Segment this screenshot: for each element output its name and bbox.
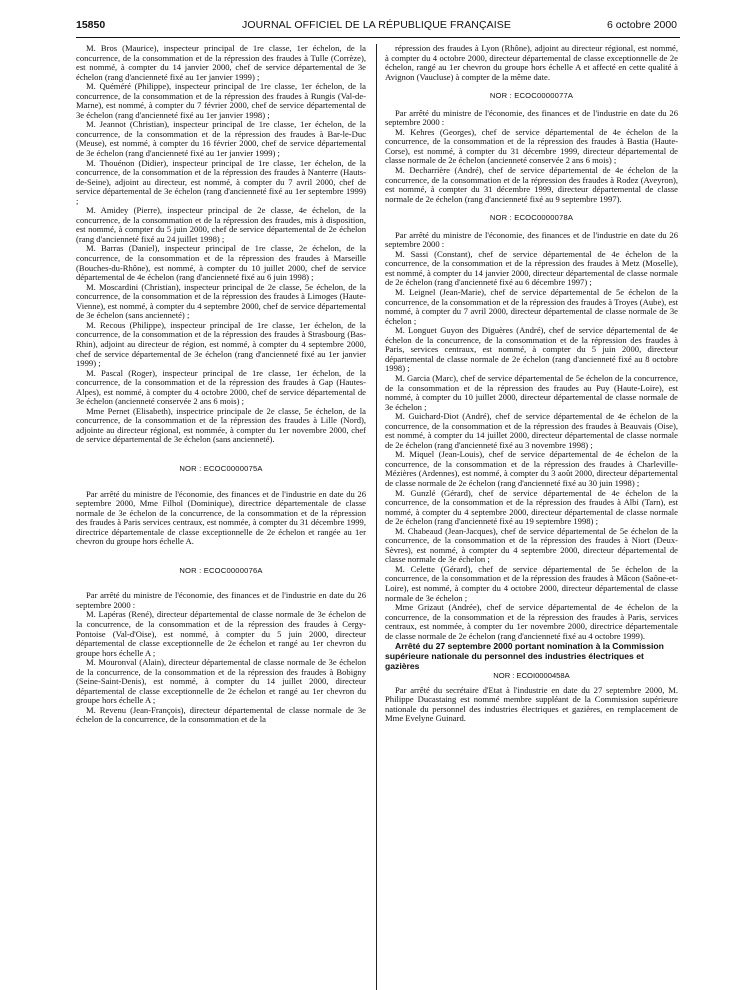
header-rule	[76, 37, 680, 38]
paragraph: Par arrêté du ministre de l'économie, des finances et de l'industrie en date du 26 septembre 2000 :	[76, 590, 366, 610]
paragraph: M. Guichard-Diot (André), chef de service départemental de 4e échelon de la concurrence, de la consommation et de la répression des fraudes à Beauvais (Oise), est nommé, à compter du 14 juillet 2000, directeur départemental de classe normale de 2e échelon (rang d'ancienneté fixé au 3 novembre 1998) ;	[385, 411, 678, 450]
paragraph: M. Mouronval (Alain), directeur départemental de classe normale de 3e échelon de la concurrence, de la consommation et de la répression des fraudes à Bobigny (Seine-Saint-Denis), est nommé, à compter du 14 juillet 2000, directeur départemental de classe exceptionnelle de 2e échelon et rangé au 1er chevron du groupe hors échelle A ;	[76, 657, 366, 706]
paragraph: Par arrêté du secrétaire d'Etat à l'industrie en date du 27 septembre 2000, M. Philippe Ducastaing est nommé membre suppléant de la Commission supérieure nationale du personnel des industries électriques et gazières, en remplacement de Mme Evelyne Guinard.	[385, 684, 678, 724]
paragraph: M. Quéméré (Philippe), inspecteur principal de 1re classe, 1er échelon, de la concurrence, de la consommation et de la répression des fraudes à Rungis (Val-de-Marne), est nommé, à compter du 7 février 2000, chef de service départemental de 3e échelon (rang d'ancienneté fixé au 1er janvier 1998) ;	[76, 81, 366, 120]
paragraph: M. Leignel (Jean-Marie), chef de service départemental de 5e échelon de la concurrence, de la consommation et de la répression des fraudes à Troyes (Aube), est nommé, à compter du 7 avril 2000, directeur départemental de classe normale de 3e échelon ;	[385, 287, 678, 326]
nor-reference: NOR : ECOC0000077A	[489, 91, 574, 101]
paragraph: M. Lapéras (René), directeur départemental de classe normale de 3e échelon de la concurrence, de la consommation et de la répression des fraudes à Cergy-Pontoise (Val-d'Oise), est nommé, à compter du 5 juin 2000, directeur départemental de classe exceptionnelle de 2e échelon et rangé au 1er chevron du groupe hors échelle A ;	[76, 609, 366, 658]
page-header	[76, 19, 677, 35]
paragraph: M. Kehres (Georges), chef de service départemental de 4e échelon de la concurrence, de la consommation et de la répression des fraudes à Bastia (Haute-Corse), est nommé, à compter du 31 décembre 1999, directeur départemental de classe normale de 2e échelon (ancienneté conservée 2 ans 6 mois) ;	[385, 126, 678, 166]
paragraph: M. Miquel (Jean-Louis), chef de service départemental de 4e échelon de la concurrence, de la consommation et de la répression des fraudes à Charleville-Mézières (Ardennes), est nommé, à compter du 3 août 2000, directeur départemental de classe normale de 2e échelon (rang d'ancienneté fixé au 30 juin 1998) ;	[385, 449, 678, 488]
paragraph: M. Amidey (Pierre), inspecteur principal de 2e classe, 4e échelon, de la concurrence, de la consommation et de la répression des fraudes, mis à disposition, est nommé, à compter du 5 juin 2000, chef de service départemental de 2e échelon (rang d'ancienneté fixé au 24 juillet 1998) ;	[76, 205, 366, 244]
paragraph: M. Celette (Gérard), chef de service départemental de 5e échelon de la concurrence, de la consommation et de la répression des fraudes à Mâcon (Saône-et-Loire), est nommé, à compter du 4 octobre 2000, directeur départemental de classe normale de 3e échelon ;	[385, 563, 678, 603]
paragraph: M. Revenu (Jean-François), directeur départemental de classe normale de 3e échelon de la concurrence, de la consommation et de la	[76, 704, 366, 725]
paragraph: M. Longuet Guyon des Diguères (André), chef de service départemental de 4e échelon de la concurrence, de la consommation et de la répression des fraudes à Paris, services centraux, est nommé, à compter du 5 juin 2000, directeur départemental de classe normale de 2e échelon (rang d'ancienneté fixé au 8 octobre 1998) ;	[385, 325, 678, 374]
paragraph: M. Recous (Philippe), inspecteur principal de 1re classe, 1er échelon, de la concurrence, de la consommation et de la répression des fraudes à Strasbourg (Bas-Rhin), adjoint au directeur de région, est nommé, à compter du 4 septembre 2000, chef de service départemental de 3e échelon (rang d'ancienneté fixé au 1er janvier 1999) ;	[76, 319, 366, 369]
paragraph: M. Jeannot (Christian), inspecteur principal de 1re classe, 1er échelon, de la concurrence, de la consommation et de la répression des fraudes à Bar-le-Duc (Meuse), est nommé, à compter du 16 février 2000, chef de service départemental de 3e échelon (rang d'ancienneté fixé au 1er janvier 1999) ;	[76, 119, 366, 159]
nor-reference: NOR : ECOC0000078A	[489, 213, 574, 223]
nor-reference: NOR : ECOI0000458A	[493, 671, 570, 681]
paragraph: M. Barras (Daniel), inspecteur principal de 1re classe, 2e échelon, de la concurrence, de la consommation et de la répression des fraudes à Marseille (Bouches-du-Rhône), est nommé, à compter du 10 juillet 2000, chef de service départemental de 4e échelon (rang d'ancienneté fixé au 6 juin 1998) ;	[76, 243, 366, 283]
nor-reference: NOR : ECOC0000075A	[179, 463, 263, 473]
paragraph: M. Decharrière (André), chef de service départemental de 4e échelon de la concurrence, de la consommation et de la répression des fraudes à Rodez (Aveyron), est nommé, à compter du 31 décembre 1999, directeur départemental de classe normale de 2e échelon (rang d'ancienneté fixé au 9 septembre 1997).	[385, 165, 678, 204]
paragraph: M. Sassi (Constant), chef de service départemental de 4e échelon de la concurrence, de la consommation et de la répression des fraudes à Metz (Moselle), est nommé, à compter du 14 janvier 2000, directeur départemental de classe normale de 2e échelon (rang d'ancienneté fixé au 6 décembre 1997) ;	[385, 248, 678, 288]
paragraph: Par arrêté du ministre de l'économie, des finances et de l'industrie en date du 26 septembre 2000 :	[385, 229, 678, 250]
paragraph: Mme Pernet (Elisabeth), inspectrice principale de 2e classe, 5e échelon, de la concurrence, de la consommation et de la répression des fraudes à Lille (Nord), adjointe au directeur régional, est nommée, à compter du 1er novembre 2000, chef de service départemental de 3e échelon (sans ancienneté).	[76, 405, 366, 445]
right-column	[385, 44, 678, 724]
paragraph: M. Bros (Maurice), inspecteur principal de 1re classe, 1er échelon, de la concurrence, de la consommation et de la répression des fraudes à Tulle (Corrèze), est nommé, à compter du 14 janvier 2000, chef de service départemental de 3e échelon (rang d'ancienneté fixé au 1er janvier 1999) ;	[76, 43, 366, 82]
paragraph: M. Thouénon (Didier), inspecteur principal de 1re classe, 1er échelon, de la concurrence, de la consommation et de la répression des fraudes à Nanterre (Hauts-de-Seine), adjoint au directeur, est nommé, à compter du 7 avril 2000, chef de service départemental de 3e échelon (rang d'ancienneté fixé au 1er septembre 1999) ;	[76, 157, 366, 206]
decree-title: Arrêté du 27 septembre 2000 portant nomination à la Commission supérieure nationale du personnel des industries électriques et gazières	[385, 641, 664, 672]
paragraph: M. Chabeaud (Jean-Jacques), chef de service départemental de 5e échelon de la concurrence, de la consommation et de la répression des fraudes à Niort (Deux-Sèvres), est nommé, à compter du 4 septembre 2000, directeur départemental de classe normale de 3e échelon ;	[385, 525, 678, 565]
issue-date: 6 octobre 2000	[606, 19, 677, 31]
journal-title: JOURNAL OFFICIEL DE LA RÉPUBLIQUE FRANÇAISE	[242, 19, 511, 31]
paragraph: M. Pascal (Roger), inspecteur principal de 1re classe, 1er échelon, de la concurrence, de la consommation et de la répression des fraudes à Gap (Hautes-Alpes), est nommé, à compter du 4 octobre 2000, chef de service départemental de 3e échelon (ancienneté conservée 2 ans 6 mois) ;	[76, 367, 366, 407]
paragraph: M. Moscardini (Christian), inspecteur principal de 2e classe, 5e échelon, de la concurrence, de la consommation et de la répression des fraudes à Limoges (Haute-Vienne), est nommé, à compter du 4 septembre 2000, chef de service départemental de 3e échelon (sans ancienneté) ;	[76, 281, 366, 321]
paragraph: M. Gunzlé (Gérard), chef de service départemental de 4e échelon de la concurrence, de la consommation et de la répression des fraudes à Albi (Tarn), est nommé, à compter du 4 septembre 2000, directeur départemental de classe normale de 2e échelon (rang d'ancienneté fixé au 19 septembre 1998) ;	[385, 487, 678, 527]
paragraph: répression des fraudes à Lyon (Rhône), adjoint au directeur régional, est nommé, à compter du 4 octobre 2000, directeur départemental de classe exceptionnelle de 2e échelon, rangé au 1er chevron du groupe hors échelle A et affecté en cette qualité à Avignon (Vaucluse) à compter de la même date.	[385, 43, 678, 82]
paragraph: Par arrêté du ministre de l'économie, des finances et de l'industrie en date du 26 septembre 2000, Mme Filhol (Dominique), directrice départementale de classe normale de 3e échelon de la concurrence, de la consommation et de la répression des fraudes à Paris services centraux, est nommée, à compter du 31 décembre 1999, directrice départementale de classe exceptionnelle de 2e échelon et rangée au 1er chevron du groupe hors échelle A.	[76, 488, 366, 547]
paragraph: Par arrêté du ministre de l'économie, des finances et de l'industrie en date du 26 septembre 2000 :	[385, 107, 678, 128]
paragraph: M. Garcia (Marc), chef de service départemental de 5e échelon de la concurrence, de la consommation et de la répression des fraudes au Puy (Haute-Loire), est nommé, à compter du 10 juillet 2000, directeur départemental de classe normale de 3e échelon ;	[385, 372, 678, 412]
column-divider	[376, 44, 377, 990]
paragraph: Mme Grizaut (Andrée), chef de service départemental de 4e échelon de la concurrence, de la consommation et de la répression des fraudes à Paris, services centraux, est nommée, à compter du 1er novembre 2000, directrice départementale de classe normale de 2e échelon (rang d'ancienneté fixé au 4 octobre 1999).	[385, 602, 678, 641]
left-column	[76, 44, 366, 725]
nor-reference: NOR : ECOC0000076A	[179, 565, 263, 575]
page-number: 15850	[76, 19, 106, 31]
